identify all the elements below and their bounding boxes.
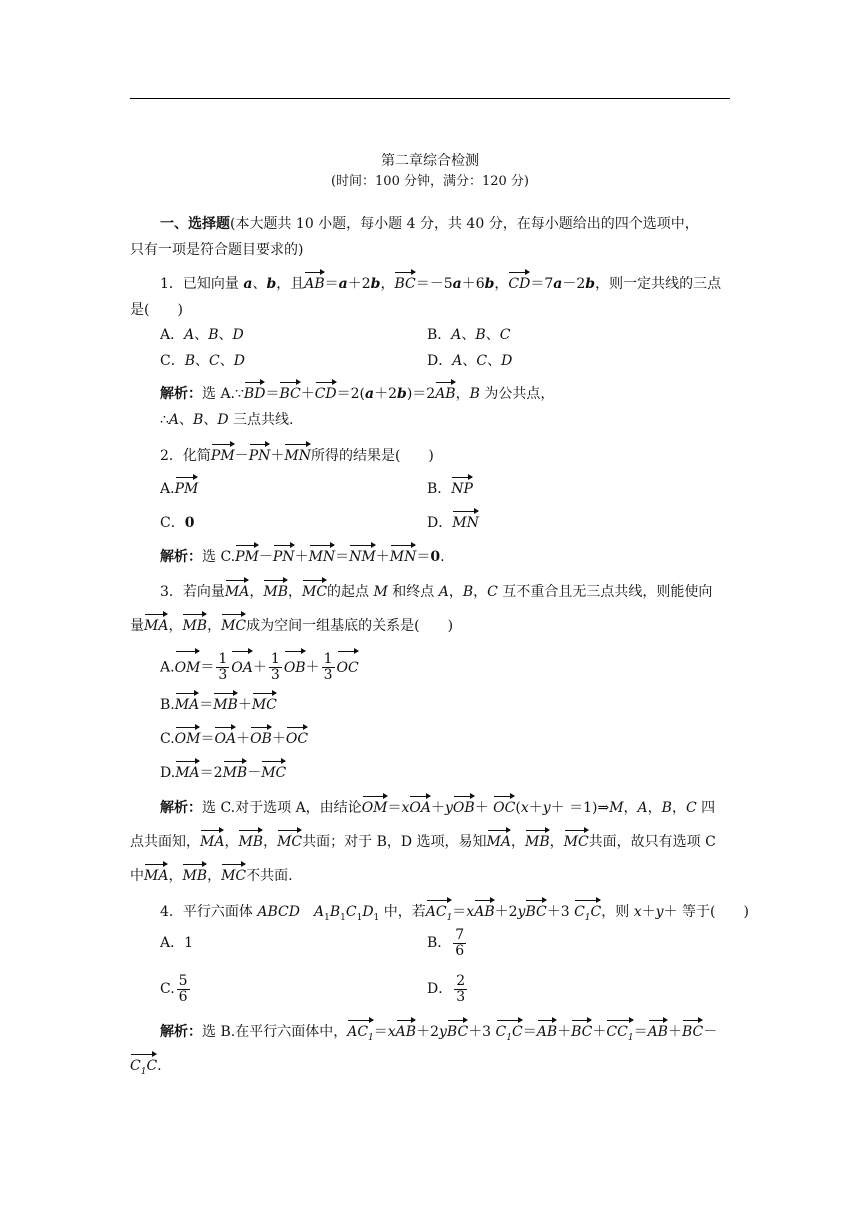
q2-option-d: D．MN: [427, 515, 479, 531]
q3-stem-line1: 3．若向量MA，MB，MC的起点 M 和终点 A，B，C 互不重合且无三点共线，则能使向: [160, 584, 713, 600]
q3-stem-line2: 量MA，MB，MC成为空间一组基底的关系是( ): [130, 618, 454, 634]
q3-option-a: A.OM＝ $\frac{1}{3}$ OA＋ $\frac{1}{3}$ OB＋ $\frac{1}{3}$ OC: [160, 651, 359, 683]
q2-option-c: C．0: [160, 515, 195, 531]
q4-option-c: C. $\frac{5}{6}$: [160, 972, 188, 1005]
q1-analysis-line1: 解析：选 A.∵BD＝BC＋CD＝2(a＋2b)＝2AB，B 为公共点，: [160, 386, 555, 402]
section-heading: [160, 214, 699, 234]
q3-analysis-line2: 点共面知，MA，MB，MC共面；对于 B，D 选项，易知MA，MB，MC共面，故只有选项 C: [130, 834, 716, 850]
q4-analysis-line1: 解析：选 B.在平行六面体中，$AC_1=xAB+2yBC+3$ $C_1C=AB+BC+CC_1=AB+BC-$: [160, 1022, 717, 1048]
q1-option-c: C．B、C、D: [160, 353, 245, 369]
q4-analysis-line2: $C_1C$.: [130, 1056, 162, 1082]
q2-analysis-label: 解析：: [160, 549, 202, 565]
q1-stem-line1: 1．已知向量 a、b，且AB＝a＋2b，BC＝－5a＋6b，CD＝7a－2b，则一定共线的三点: [160, 276, 722, 292]
q3-analysis-line3: 中MA，MB，MC不共面.: [130, 868, 293, 884]
section-heading-label: 一、选择题: [160, 216, 230, 232]
page-title: 第二章综合检测: [381, 153, 479, 169]
header-rule: [130, 98, 730, 99]
q2-option-b: B．NP: [427, 481, 473, 497]
q1-analysis-label: 解析：: [160, 386, 202, 402]
section-desc-1: (本大题共 10 小题，每小题 4 分，共 40 分，在每小题给出的四个选项中，: [230, 216, 699, 232]
q3-analysis-label: 解析：: [160, 800, 202, 816]
section-desc-2: 只有一项是符合题目要求的): [130, 242, 304, 258]
q2-option-a: A.PM: [160, 481, 199, 497]
q4-option-a: A．1: [160, 935, 194, 951]
q3-option-b: B.MA＝MB＋MC: [160, 697, 277, 713]
q4-stem: 4．平行六面体 ABCD $A_1B_1C_1D_1$ 中，若$AC_1=xAB+2yBC+3$ $C_1C$，则 x＋y＋ 等于( ): [160, 902, 749, 928]
q2-stem: 2．化简PM－PN＋MN所得的结果是( ): [160, 448, 434, 464]
q1-option-a: A．A、B、D: [160, 327, 244, 343]
q2-analysis: 解析：选 C.PM－PN＋MN＝NM＋MN＝0.: [160, 549, 445, 565]
q3-option-c: C.OM＝OA＋OB＋OC: [160, 731, 309, 747]
q1-option-d: D．A、C、D: [427, 353, 513, 369]
q4-option-d: D． $\frac{2}{3}$: [427, 972, 466, 1005]
q3-analysis-line1: 解析：选 C.对于选项 A，由结论OM＝xOA＋yOB＋ OC(x＋y＋ ＝1)⇒M，A，B，C 四: [160, 800, 716, 816]
q1-stem-line2: 是( ): [130, 302, 183, 318]
q1-option-b: B．A、B、C: [427, 327, 511, 343]
q1-analysis-line2: ∴A、B、D 三点共线.: [160, 412, 294, 428]
page-subtitle: (时间：100 分钟，满分：120 分): [330, 174, 530, 189]
q4-analysis-label: 解析：: [160, 1024, 202, 1040]
q3-option-d: D.MA＝2MB－MC: [160, 765, 287, 781]
q4-option-b: B． $\frac{7}{6}$: [427, 926, 465, 959]
